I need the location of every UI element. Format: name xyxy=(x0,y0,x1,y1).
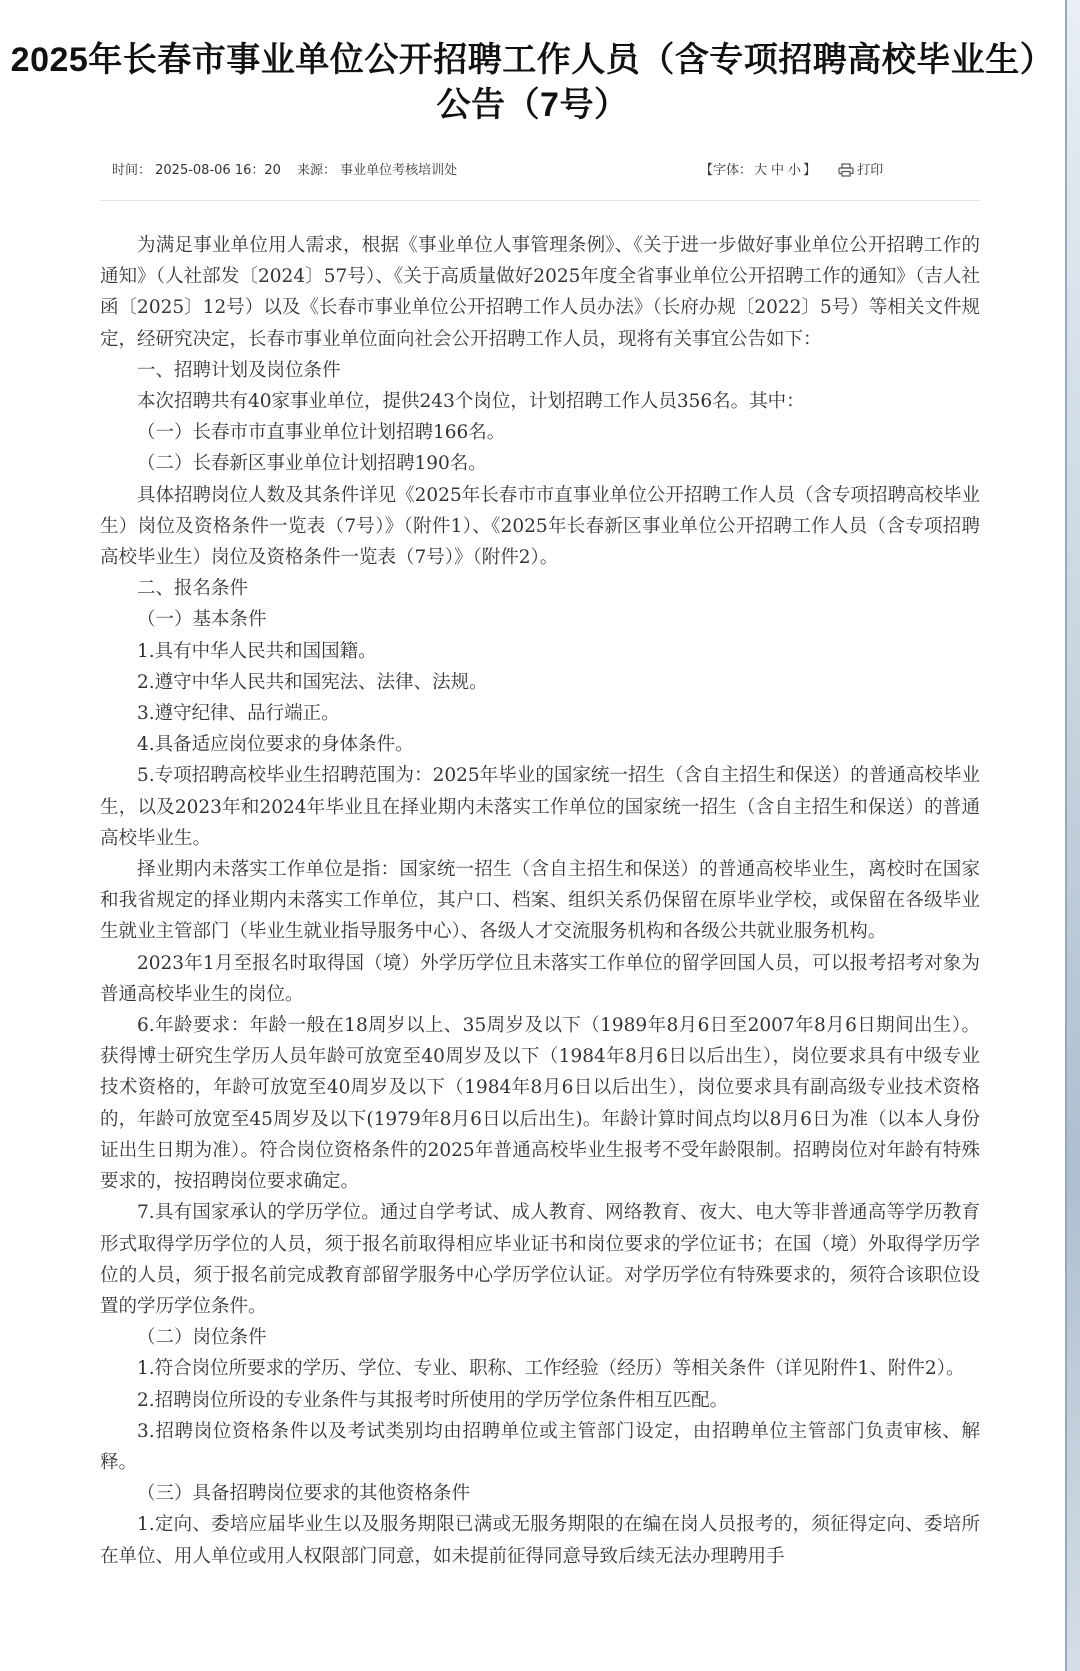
paragraph: （一）长春市市直事业单位计划招聘166名。 xyxy=(137,422,506,444)
paragraph: 具体招聘岗位人数及其条件详见《2025年长春市市直事业单位公开招聘工作人员（含专项招聘高校毕业生）岗位及资格条件一览表（7号）》（附件1）、《2025年长春新区事业单位公开招聘工作人员（含专项招聘高校毕业生）岗位及资格条件一览表（7号）》（附件2）。 xyxy=(100,484,980,569)
paragraph: 本次招聘共有40家事业单位，提供243个岗位，计划招聘工作人员356名。其中： xyxy=(137,391,805,413)
paragraph: 5.专项招聘高校毕业生招聘范围为：2025年毕业的国家统一招生（含自主招生和保送）的普通高校毕业生，以及2023年和2024年毕业且在择业期内未落实工作单位的国家统一招生（含自主招生和保送）的普通高校毕业生。 xyxy=(100,765,980,849)
article-title-line1: 2025年长春市事业单位公开招聘工作人员（含专项招聘高校毕业生） xyxy=(10,41,1055,79)
paragraph: 择业期内未落实工作单位是指：国家统一招生（含自主招生和保送）的普通高校毕业生，离校时在国家和我省规定的择业期内未落实工作单位，其户口、档案、组织关系仍保留在原毕业学校，或保留在各级毕业生就业主管部门（毕业生就业指导服务中心）、各级人才交流服务机构和各级公共就业服务机构。 xyxy=(100,859,980,943)
font-size-prefix: 【字体： xyxy=(700,163,753,178)
font-size-control xyxy=(700,163,820,178)
paragraph: 3.招聘岗位资格条件以及考试类别均由招聘单位或主管部门设定，由招聘单位主管部门负责审核、解释。 xyxy=(100,1420,980,1473)
article-meta xyxy=(100,158,980,184)
article-body xyxy=(100,230,980,1572)
meta-info xyxy=(112,158,469,184)
paragraph: 1.符合岗位所要求的学历、学位、专业、职称、工作经验（经历）等相关条件（详见附件1、附件2）。 xyxy=(137,1358,965,1380)
subsection-heading: （二）岗位条件 xyxy=(137,1327,267,1349)
print-label: 打印 xyxy=(857,163,884,178)
paragraph: 1.定向、委培应届毕业生以及服务期限已满或无服务期限的在编在岗人员报考的，须征得定向、委培所在单位、用人单位或用人权限部门同意，如未提前征得同意导致后续无法办理聘用手 xyxy=(100,1514,980,1567)
subsection-heading: （一）基本条件 xyxy=(137,609,267,631)
font-size-small-link[interactable]: 小 xyxy=(788,163,802,178)
paragraph: 2.招聘岗位所设的专业条件与其报考时所使用的学历学位条件相互匹配。 xyxy=(137,1389,729,1411)
section-heading: 二、报名条件 xyxy=(137,578,249,600)
paragraph: 6.年龄要求：年龄一般在18周岁以上、35周岁及以下（1989年8月6日至2007年8月6日期间出生）。获得博士研究生学历人员年龄可放宽至40周岁及以下（1984年8月6日以后出生），岗位要求具有中级专业技术资格的，年龄可放宽至40周岁及以下（1984年8月6日以后出生），岗位要求具有副高级专业技术资格的，年龄可放宽至45周岁及以下(1979年8月6日以后出生)。年龄计算时间点均以8月6日为准（以本人身份证出生日期为准）。符合岗位资格条件的2025年普通高校毕业生报考不受年龄限制。招聘岗位对年龄有特殊要求的，按招聘岗位要求确定。 xyxy=(100,1015,980,1193)
font-size-large-link[interactable]: 大 xyxy=(754,163,768,178)
publish-time: 时间： 2025-08-06 16：20 xyxy=(112,163,281,178)
article-title xyxy=(0,38,1065,128)
printer-icon xyxy=(838,163,854,177)
article-title-line2: 公告（7号） xyxy=(436,86,629,124)
meta-divider xyxy=(100,200,980,201)
font-size-suffix: 】 xyxy=(803,163,817,178)
print-button[interactable] xyxy=(838,163,883,178)
paragraph: 7.具有国家承认的学历学位。通过自学考试、成人教育、网络教育、夜大、电大等非普通高等学历教育形式取得学历学位的人员，须于报名前取得相应毕业证书和岗位要求的学位证书；在国（境）外取得学历学位的人员，须于报名前完成教育部留学服务中心学历学位认证。对学历学位有特殊要求的，须符合该职位设置的学历学位条件。 xyxy=(100,1202,980,1317)
paragraph: 1.具有中华人民共和国国籍。 xyxy=(137,640,377,662)
paragraph: 3.遵守纪律、品行端正。 xyxy=(137,703,340,725)
paragraph: 4.具备适应岗位要求的身体条件。 xyxy=(137,734,414,756)
font-size-medium-link[interactable]: 中 xyxy=(771,163,785,178)
window-edge xyxy=(1065,0,1080,1671)
meta-tools xyxy=(700,158,883,184)
paragraph: 2.遵守中华人民共和国宪法、法律、法规。 xyxy=(137,671,488,693)
article-source: 来源： 事业单位考核培训处 xyxy=(297,163,458,178)
subsection-heading: （三）具备招聘岗位要求的其他资格条件 xyxy=(137,1483,471,1505)
paragraph: 2023年1月至报名时取得国（境）外学历学位且未落实工作单位的留学回国人员，可以报考招考对象为普通高校毕业生的岗位。 xyxy=(100,952,980,1005)
paragraph: （二）长春新区事业单位计划招聘190名。 xyxy=(137,453,487,475)
section-heading: 一、招聘计划及岗位条件 xyxy=(137,359,341,381)
paragraph: 为满足事业单位用人需求，根据《事业单位人事管理条例》、《关于进一步做好事业单位公开招聘工作的通知》（人社部发〔2024〕57号）、《关于高质量做好2025年度全省事业单位公开招聘工作的通知》（吉人社函〔2025〕12号）以及《长春市事业单位公开招聘工作人员办法》（长府办规〔2022〕5号）等相关文件规定，经研究决定，长春市事业单位面向社会公开招聘工作人员，现将有关事宜公告如下： xyxy=(100,235,980,350)
